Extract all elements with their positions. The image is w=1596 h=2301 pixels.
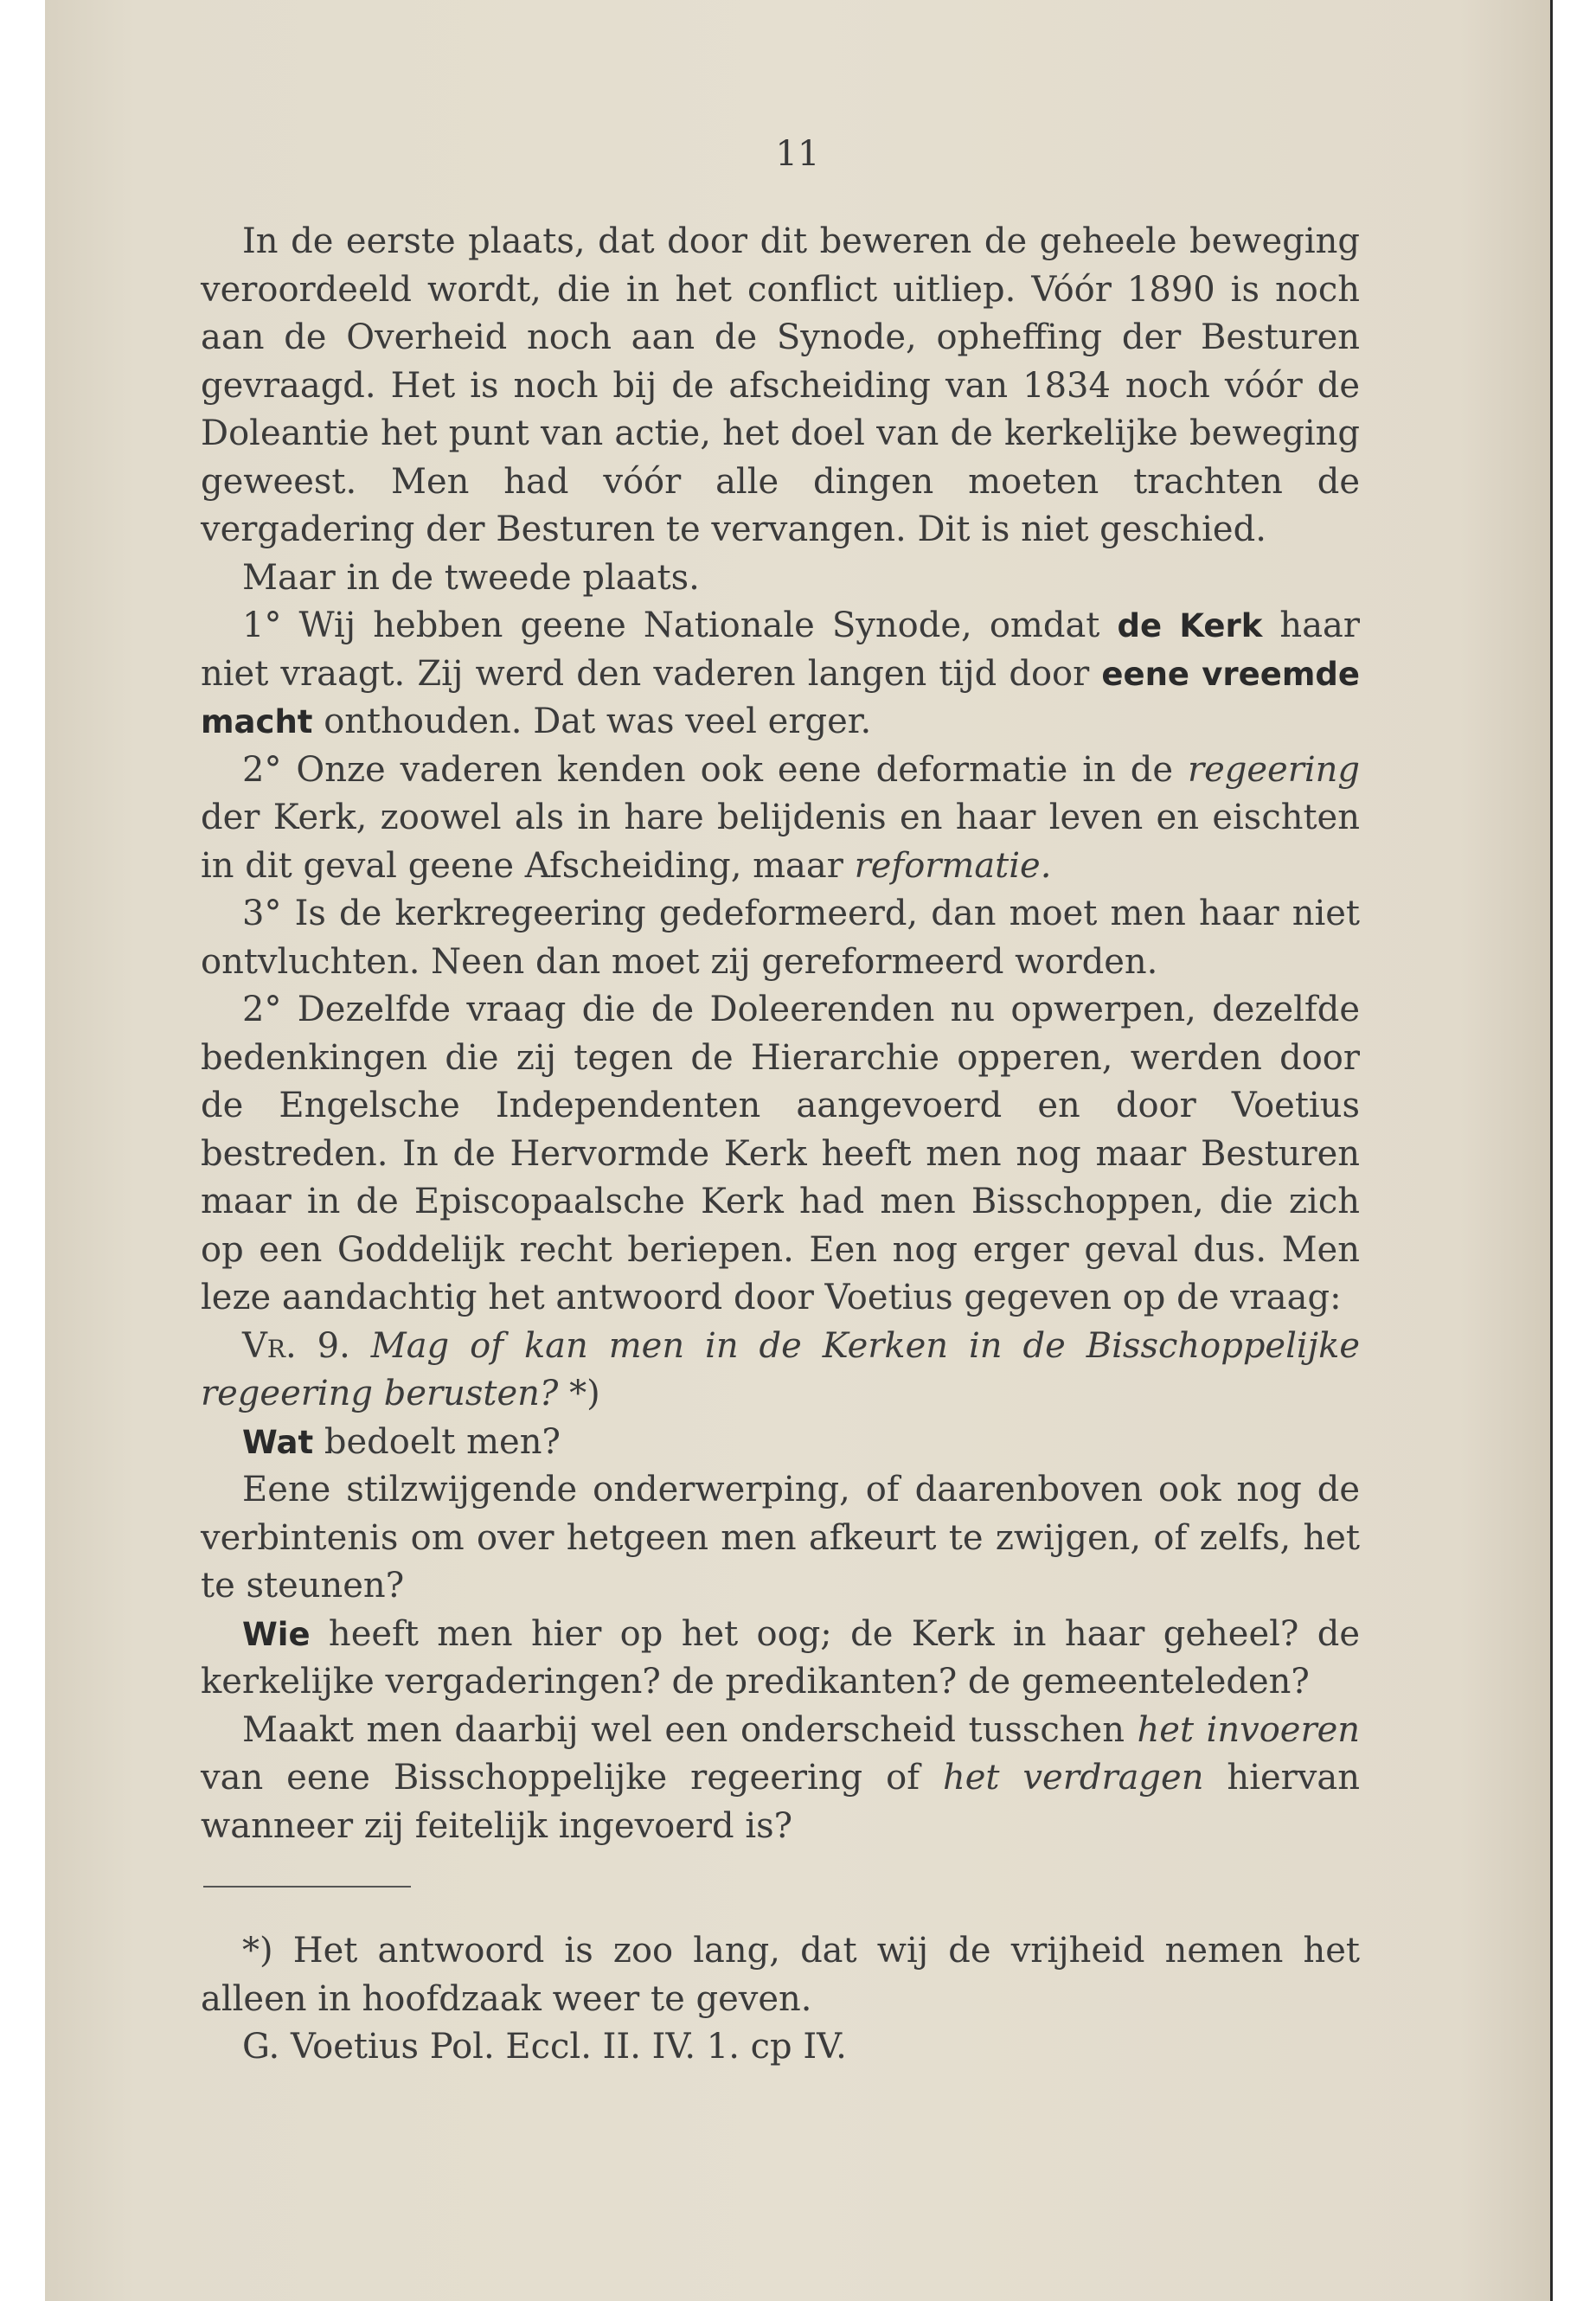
text-run: Vr.	[242, 1325, 297, 1366]
text-run: de Kerk	[1117, 607, 1263, 644]
paragraph	[201, 1611, 1360, 1707]
body-text	[201, 218, 1360, 1850]
text-run: 9.	[296, 1325, 371, 1366]
paragraph	[201, 1707, 1360, 1851]
text-run: der Kerk, zoowel als in hare belijdenis en haar leven en eischten in dit geval geene Afscheiding, maar	[201, 798, 1360, 886]
text-run: Maakt men daarbij wel een onderscheid tusschen	[242, 1709, 1138, 1750]
paragraph	[201, 986, 1360, 1323]
text-run: 3° Is de kerkregeering gedeformeerd, dan moet men haar niet ontvluchten. Neen dan moet zij gereformeerd worden.	[201, 894, 1360, 982]
paragraph	[201, 890, 1360, 986]
text-run: Eene stilzwijgende onderwerping, of daarenboven ook nog de verbintenis om over hetgeen men afkeurt te zwijgen, of zelfs, het te steunen?	[201, 1470, 1360, 1606]
footnote-divider	[203, 1886, 411, 1888]
text-run: hiervan wanneer zij feitelijk ingevoerd is?	[201, 1758, 1360, 1846]
footnote-citation: G. Voetius Pol. Eccl. II. IV. 1. cp IV.	[242, 2027, 847, 2067]
text-run: 1° Wij hebben geene Nationale Synode, omdat	[242, 606, 1118, 645]
paragraph	[201, 218, 1360, 554]
text-run: het invoeren	[1137, 1709, 1361, 1750]
text-run: Mag of kan men in de Kerken in de Bisschoppelijke regeering berusten?	[201, 1325, 1360, 1413]
text-run: Maar in de tweede plaats.	[242, 557, 700, 598]
text-run: *)	[558, 1374, 600, 1413]
footnote	[201, 1927, 1360, 2072]
text-run: Wat	[242, 1423, 314, 1461]
paragraph	[201, 1466, 1360, 1611]
text-run: reformatie.	[854, 845, 1052, 886]
page-number: 11	[775, 134, 820, 174]
paragraph	[201, 602, 1360, 747]
paragraph	[201, 554, 1360, 603]
text-run: Wie	[242, 1615, 311, 1653]
text-run: van eene Bisschoppelijke regeering of	[201, 1758, 943, 1798]
text-run: In de eerste plaats, dat door dit beweren de geheele beweging veroordeeld wordt, die in het conflict uitliep. Vóór 1890 is noch aan de Overheid noch aan de Synode, opheffing der Besturen gevraagd. Het is noch bij de afscheiding van 1834 noch vóór de Doleantie het punt van actie, het doel van de kerkelijke beweging geweest. Men had vóór alle dingen moeten trachten de vergadering der Besturen te vervangen. Dit is niet geschied.	[201, 221, 1360, 549]
text-run: regeering	[1187, 749, 1360, 790]
paragraph	[201, 1323, 1360, 1419]
paragraph	[201, 747, 1360, 891]
text-run: eene vreemde macht	[201, 655, 1360, 740]
text-run: haar niet vraagt. Zij werd den vaderen langen tijd door	[201, 606, 1361, 694]
text-run: 2° Dezelfde vraag die de Doleerenden nu opwerpen, dezelfde bedenkingen die zij tegen de Hierarchie opperen, werden door de Engelsche Independenten aangevoerd en door Voetius bestreden. In de Hervormde Kerk heeft men nog maar Besturen maar in de Episcopaalsche Kerk had men Bisschoppen, die zich op een Goddelijk recht beriepen. Een nog erger geval dus. Men leze aandachtig het antwoord door Voetius gegeven op de vraag:	[201, 990, 1360, 1317]
text-run: heeft men hier op het oog; de Kerk in haar geheel? de kerkelijke vergaderingen? de predikanten? de gemeenteleden?	[201, 1613, 1360, 1702]
text-run: het verdragen	[942, 1758, 1204, 1798]
book-page	[45, 0, 1550, 2301]
text-run: 2° Onze vaderen kenden ook eene deformatie in de	[242, 749, 1188, 790]
text-run: onthouden. Dat was veel erger.	[312, 702, 872, 741]
text-run: bedoelt men?	[313, 1421, 561, 1462]
footnote-line: *) Het antwoord is zoo lang, dat wij de vrijheid nemen het alleen in hoofdzaak weer te geven.	[201, 1931, 1360, 2019]
paragraph	[201, 1419, 1360, 1467]
